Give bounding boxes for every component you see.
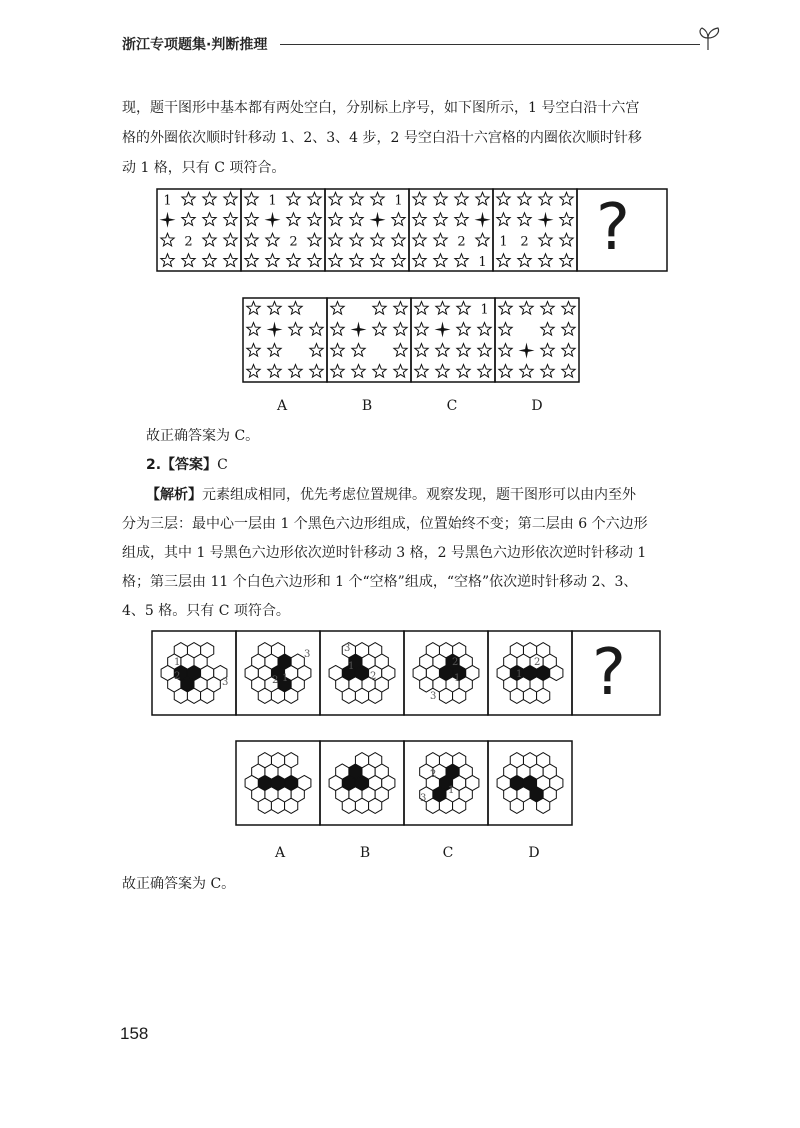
question-mark: ? — [596, 191, 630, 265]
conclusion-2: 故正确答案为 C。 — [122, 876, 236, 892]
hexagon-question-row — [151, 630, 661, 716]
svg-text:2: 2 — [534, 657, 541, 668]
answer-prefix: 2.【答案】 — [146, 457, 218, 473]
hexagon-cell — [320, 741, 404, 825]
analysis-line-5: 4、5 格。只有 C 项符合。 — [122, 603, 290, 619]
svg-text:3: 3 — [304, 649, 311, 660]
svg-text:2: 2 — [174, 671, 181, 682]
star-grid-cell — [411, 298, 495, 382]
svg-text:3: 3 — [222, 677, 229, 688]
star-grid-cell — [493, 189, 577, 271]
hexagon-cell — [152, 631, 236, 715]
star-grid-cell — [495, 298, 579, 382]
star-grid-cell — [325, 189, 409, 271]
svg-text:2: 2 — [370, 671, 377, 682]
svg-text:3: 3 — [344, 643, 351, 654]
option-label-d: D — [531, 398, 543, 414]
header-rule — [280, 44, 700, 45]
question-mark-2: ? — [592, 636, 626, 710]
sprout-icon — [694, 24, 724, 54]
option-label-c: C — [446, 398, 458, 414]
svg-text:2: 2 — [452, 657, 459, 668]
star-grid-cell — [409, 189, 493, 271]
hexagon-options-row — [235, 740, 575, 826]
intro-line-1: 现，题干图形中基本都有两处空白，分别标上序号，如下图所示，1 号空白沿十六宫 — [122, 100, 640, 116]
svg-text:2: 2 — [272, 675, 279, 686]
header-title: 浙江专项题集·判断推理 — [122, 37, 268, 53]
star-grid-cell — [241, 189, 325, 271]
analysis-line-1: 【解析】元素组成相同，优先考虑位置规律。观察发现，题干图形可以由内至外 — [146, 487, 636, 503]
analysis-prefix: 【解析】 — [146, 487, 202, 503]
svg-text:1: 1 — [163, 193, 172, 209]
svg-text:2: 2 — [289, 234, 298, 250]
intro-line-2: 格的外圈依次顺时针移动 1、2、3、4 步，2 号空白沿十六宫格的内圈依次顺时针移 — [122, 130, 642, 146]
hexagon-cell — [236, 631, 320, 715]
svg-text:1: 1 — [516, 669, 523, 680]
svg-text:1: 1 — [454, 673, 461, 684]
analysis-line-3: 组成，其中 1 号黑色六边形依次逆时针移动 3 格，2 号黑色六边形依次逆时针移动 1 — [122, 545, 647, 561]
analysis-line-4: 格；第三层由 11 个白色六边形和 1 个“空格”组成，“空格”依次逆时针移动 2、3、 — [122, 574, 638, 590]
svg-text:1: 1 — [348, 661, 355, 672]
hexagon-cell — [236, 741, 320, 825]
svg-text:2: 2 — [457, 234, 466, 250]
star-grid-question-row — [156, 188, 668, 272]
answer-line — [146, 454, 228, 474]
svg-text:1: 1 — [282, 673, 289, 684]
svg-text:1: 1 — [448, 785, 455, 796]
answer-value: C — [217, 457, 228, 473]
option2-label-a: A — [274, 845, 286, 861]
option-label-b: B — [361, 398, 373, 414]
svg-text:1: 1 — [268, 193, 277, 209]
option2-label-b: B — [359, 845, 371, 861]
svg-text:3: 3 — [430, 691, 437, 702]
svg-text:2: 2 — [520, 234, 529, 250]
star-grid-cell — [157, 189, 241, 271]
svg-text:2: 2 — [184, 234, 193, 250]
svg-text:1: 1 — [174, 657, 181, 668]
svg-text:1: 1 — [394, 193, 403, 209]
svg-text:1: 1 — [480, 302, 489, 318]
conclusion-1: 故正确答案为 C。 — [146, 428, 260, 444]
option2-label-c: C — [442, 845, 454, 861]
page-number: 158 — [120, 1024, 149, 1043]
hexagon-cell — [488, 631, 572, 715]
star-grid-options-row — [242, 297, 580, 383]
hexagon-cell — [488, 741, 572, 825]
svg-text:1: 1 — [478, 254, 487, 270]
hexagon-cell — [404, 741, 488, 825]
hexagon-cell — [404, 631, 488, 715]
svg-text:3: 3 — [420, 793, 427, 804]
svg-text:1: 1 — [499, 234, 508, 250]
star-grid-cell — [243, 298, 327, 382]
intro-line-3: 动 1 格，只有 C 项符合。 — [122, 160, 286, 176]
running-header — [122, 30, 722, 60]
analysis-line-2: 分为三层：最中心一层由 1 个黑色六边形组成，位置始终不变；第二层由 6 个六边形 — [122, 516, 648, 532]
option2-label-d: D — [528, 845, 540, 861]
option-label-a: A — [276, 398, 288, 414]
svg-text:2: 2 — [430, 769, 437, 780]
star-grid-cell — [327, 298, 411, 382]
hexagon-cell — [320, 631, 404, 715]
